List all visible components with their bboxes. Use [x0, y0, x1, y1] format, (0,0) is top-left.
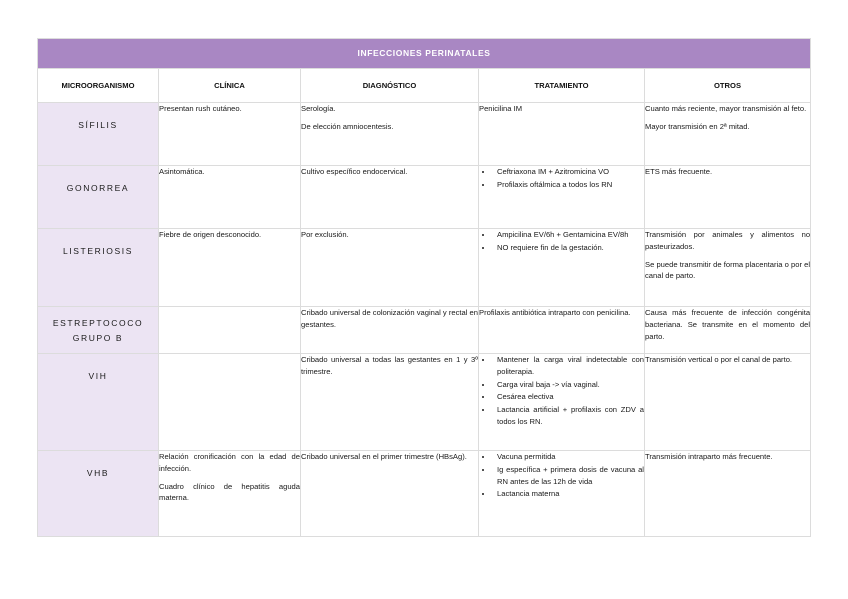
diagnostico-cell — [301, 103, 479, 166]
tratamiento-text: Penicilina IM — [479, 104, 523, 113]
diagnostico-text: Por exclusión. — [301, 230, 349, 239]
microorganism-cell — [38, 103, 159, 166]
otros-cell — [645, 354, 811, 451]
otros-text: Cuanto más reciente, mayor transmisión al feto. — [645, 104, 807, 113]
clinica-text: Relación cronificación con la edad de infección. — [159, 452, 300, 473]
microorganism-name: VIH — [88, 371, 108, 381]
otros-text: Transmisión intraparto más frecuente. — [645, 452, 773, 461]
header-tratamiento: TRATAMIENTO — [479, 69, 645, 103]
tratamiento-item: • Lactancia artificial + profilaxis con ZDV a todos los RN. — [493, 404, 644, 428]
tratamiento-item: • Profilaxis oftálmica a todos los RN — [493, 179, 644, 191]
microorganism-name: GONORREA — [66, 183, 130, 193]
header-clinica: CLÍNICA — [159, 69, 301, 103]
clinica-cell — [159, 451, 301, 537]
microorganism-cell — [38, 166, 159, 229]
otros-cell — [645, 229, 811, 307]
microorganism-cell — [38, 354, 159, 451]
diagnostico-text: Cribado universal en el primer trimestre (HBsAg). — [301, 452, 467, 461]
otros-cell — [645, 103, 811, 166]
tratamiento-item: • Ampicilina EV/6h + Gentamicina EV/8h — [493, 229, 644, 241]
otros-text: Causa más frecuente de infección congénita bacteriana. Se transmite en el momento del parto. — [645, 308, 811, 341]
tratamiento-list — [479, 166, 644, 191]
tratamiento-item: • NO requiere fin de la gestación. — [493, 242, 644, 254]
otros-text: Se puede transmitir de forma placentaria o por el canal de parto. — [645, 259, 811, 281]
title-row — [38, 39, 811, 69]
header-otros: OTROS — [645, 69, 811, 103]
diagnostico-text: Cribado universal de colonización vaginal y rectal en gestantes. — [301, 308, 478, 329]
tratamiento-item: • Mantener la carga viral indetectable con politerapia. — [493, 354, 644, 378]
microorganism-name-line: GRUPO B — [72, 332, 124, 343]
clinica-cell — [159, 354, 301, 451]
tratamiento-list — [479, 229, 644, 254]
clinica-text: Presentan rush cutáneo. — [159, 104, 242, 113]
diagnostico-cell — [301, 229, 479, 307]
table-title: INFECCIONES PERINATALES — [38, 39, 811, 69]
otros-text: Mayor transmisión en 2ª mitad. — [645, 121, 750, 131]
clinica-cell — [159, 229, 301, 307]
tratamiento-cell — [479, 103, 645, 166]
diagnostico-text: De elección amniocentesis. — [301, 121, 394, 131]
table-row-vih — [38, 354, 811, 451]
tratamiento-cell — [479, 451, 645, 537]
table-row-gonorrea — [38, 166, 811, 229]
clinica-text: Asintomática. — [159, 167, 205, 176]
otros-text: Transmisión vertical o por el canal de parto. — [645, 355, 793, 364]
diagnostico-cell — [301, 451, 479, 537]
tratamiento-text: Profilaxis antibiótica intraparto con penicilina. — [479, 308, 631, 317]
header-microorganismo: MICROORGANISMO — [38, 69, 159, 103]
tratamiento-item: • Lactancia materna — [493, 488, 644, 500]
diagnostico-cell — [301, 354, 479, 451]
tratamiento-list — [479, 451, 644, 500]
tratamiento-item: • Ig específica + primera dosis de vacuna al RN antes de las 12h de vida — [493, 464, 644, 488]
clinica-text: Fiebre de origen desconocido. — [159, 230, 262, 239]
tratamiento-cell — [479, 229, 645, 307]
tratamiento-item: • Ceftriaxona IM + Azitromicina VO — [493, 166, 644, 178]
header-diagnostico: DIAGNÓSTICO — [301, 69, 479, 103]
otros-cell — [645, 451, 811, 537]
tratamiento-cell — [479, 354, 645, 451]
tratamiento-item: • Vacuna permitida — [493, 451, 644, 463]
otros-text: ETS más frecuente. — [645, 167, 713, 176]
microorganism-name: VHB — [86, 468, 110, 478]
table-row-estreptococo-grupo-b — [38, 307, 811, 354]
clinica-cell — [159, 307, 301, 354]
microorganism-name: LISTERIOSIS — [62, 246, 134, 256]
microorganism-cell — [38, 307, 159, 354]
diagnostico-text: Cribado universal a todas las gestantes en 1 y 3º trimestre. — [301, 355, 478, 376]
perinatal-infections-table — [37, 38, 811, 537]
clinica-cell — [159, 103, 301, 166]
table-row-vhb — [38, 451, 811, 537]
tratamiento-item: • Cesárea electiva — [493, 391, 644, 403]
tratamiento-cell — [479, 166, 645, 229]
microorganism-cell — [38, 229, 159, 307]
tratamiento-cell — [479, 307, 645, 354]
microorganism-name-line: ESTREPTOCOCO — [52, 318, 144, 328]
diagnostico-text: Serología. — [301, 104, 336, 113]
microorganism-name: SÍFILIS — [78, 120, 118, 130]
diagnostico-cell — [301, 166, 479, 229]
diagnostico-cell — [301, 307, 479, 354]
clinica-cell — [159, 166, 301, 229]
otros-cell — [645, 307, 811, 354]
tratamiento-list — [479, 354, 644, 428]
microorganism-cell — [38, 451, 159, 537]
otros-text: Transmisión por animales y alimentos no pasteurizados. — [645, 230, 811, 251]
tratamiento-item: • Carga viral baja -> vía vaginal. — [493, 379, 644, 391]
table-row-listeriosis — [38, 229, 811, 307]
microorganism-name — [38, 307, 158, 346]
table-row-sifilis — [38, 103, 811, 166]
header-row — [38, 69, 811, 103]
clinica-text: Cuadro clínico de hepatitis aguda materna. — [159, 481, 300, 503]
otros-cell — [645, 166, 811, 229]
diagnostico-text: Cultivo específico endocervical. — [301, 167, 408, 176]
